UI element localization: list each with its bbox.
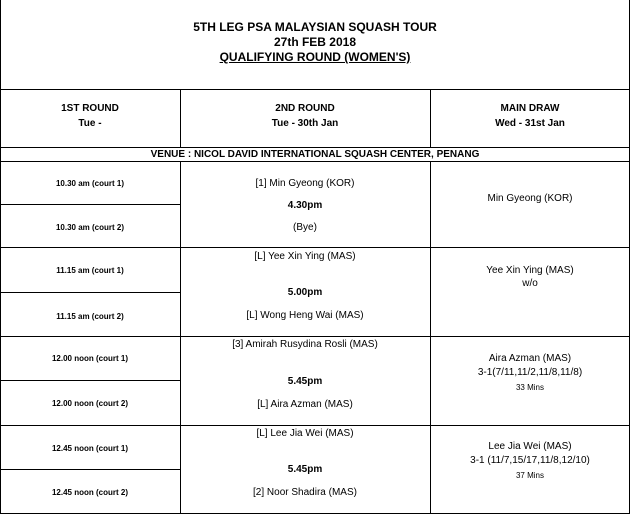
venue-label: VENUE : NICOL DAVID INTERNATIONAL SQUASH CENTER, PENANG [150, 149, 480, 160]
slot-time: 10.30 am (court 1) [55, 179, 125, 188]
block-divider-1 [0, 247, 630, 248]
slot-divider-2 [0, 292, 180, 293]
player-bottom: (Bye) [293, 222, 317, 233]
player-bottom: [L] Wong Heng Wai (MAS) [246, 310, 364, 321]
col-header-3-sub: Wed - 31st Jan [495, 118, 565, 129]
player-bottom: [2] Noor Shadira (MAS) [253, 487, 357, 498]
outer-border-left [0, 0, 1, 514]
columns-divider [0, 147, 630, 148]
player-top: [3] Amirah Rusydina Rosli (MAS) [232, 339, 378, 350]
venue-divider [0, 161, 630, 162]
match-duration: 37 Mins [515, 471, 544, 480]
slot-time: 12.45 noon (court 2) [51, 488, 128, 497]
header-divider [0, 89, 630, 90]
match-duration: 33 Mins [515, 383, 544, 392]
match-score: w/o [522, 278, 538, 289]
slot-time: 12.45 noon (court 1) [51, 444, 128, 453]
winner-name: Aira Azman (MAS) [488, 353, 572, 364]
header-subtitle-text: QUALIFYING ROUND (WOMEN'S) [219, 50, 411, 64]
player-bottom: [L] Aira Azman (MAS) [257, 399, 353, 410]
slot-time: 11.15 am (court 2) [56, 312, 124, 321]
player-top: [L] Yee Xin Ying (MAS) [254, 251, 356, 262]
match-time: 5.45pm [287, 464, 323, 475]
slot-time: 10.30 am (court 2) [55, 223, 125, 232]
slot-time: 12.00 noon (court 1) [51, 354, 128, 363]
slot-divider-4 [0, 469, 180, 470]
col-divider-1b [180, 161, 181, 514]
player-top: [1] Min Gyeong (KOR) [255, 178, 355, 189]
slot-divider-3 [0, 380, 180, 381]
match-score: 3-1 (11/7,15/17,11/8,12/10) [470, 455, 590, 466]
winner-name: Yee Xin Ying (MAS) [486, 265, 574, 276]
header-title: 5TH LEG PSA MALAYSIAN SQUASH TOUR [193, 20, 437, 34]
match-time: 4.30pm [287, 200, 323, 211]
col-header-1-sub: Tue - [78, 118, 102, 129]
col-header-2-sub: Tue - 30th Jan [271, 118, 339, 129]
header-subtitle [0, 50, 630, 65]
slot-time: 12.00 noon (court 2) [51, 399, 128, 408]
col-header-2-title: 2ND ROUND [275, 103, 335, 114]
col-header-1-title: 1ST ROUND [61, 103, 119, 114]
player-top: [L] Lee Jia Wei (MAS) [256, 428, 354, 439]
block-divider-3 [0, 425, 630, 426]
slot-divider-1 [0, 204, 180, 205]
winner-name: Min Gyeong (KOR) [487, 193, 573, 204]
header-date: 27th FEB 2018 [273, 35, 357, 49]
match-time: 5.45pm [287, 376, 323, 387]
slot-time: 11.15 am (court 1) [56, 266, 124, 275]
block-divider-2 [0, 336, 630, 337]
winner-name: Lee Jia Wei (MAS) [488, 441, 572, 452]
match-time: 5.00pm [287, 287, 323, 298]
match-score: 3-1(7/11,11/2,11/8,11/8) [477, 367, 583, 378]
col-header-3-title: MAIN DRAW [500, 103, 560, 114]
